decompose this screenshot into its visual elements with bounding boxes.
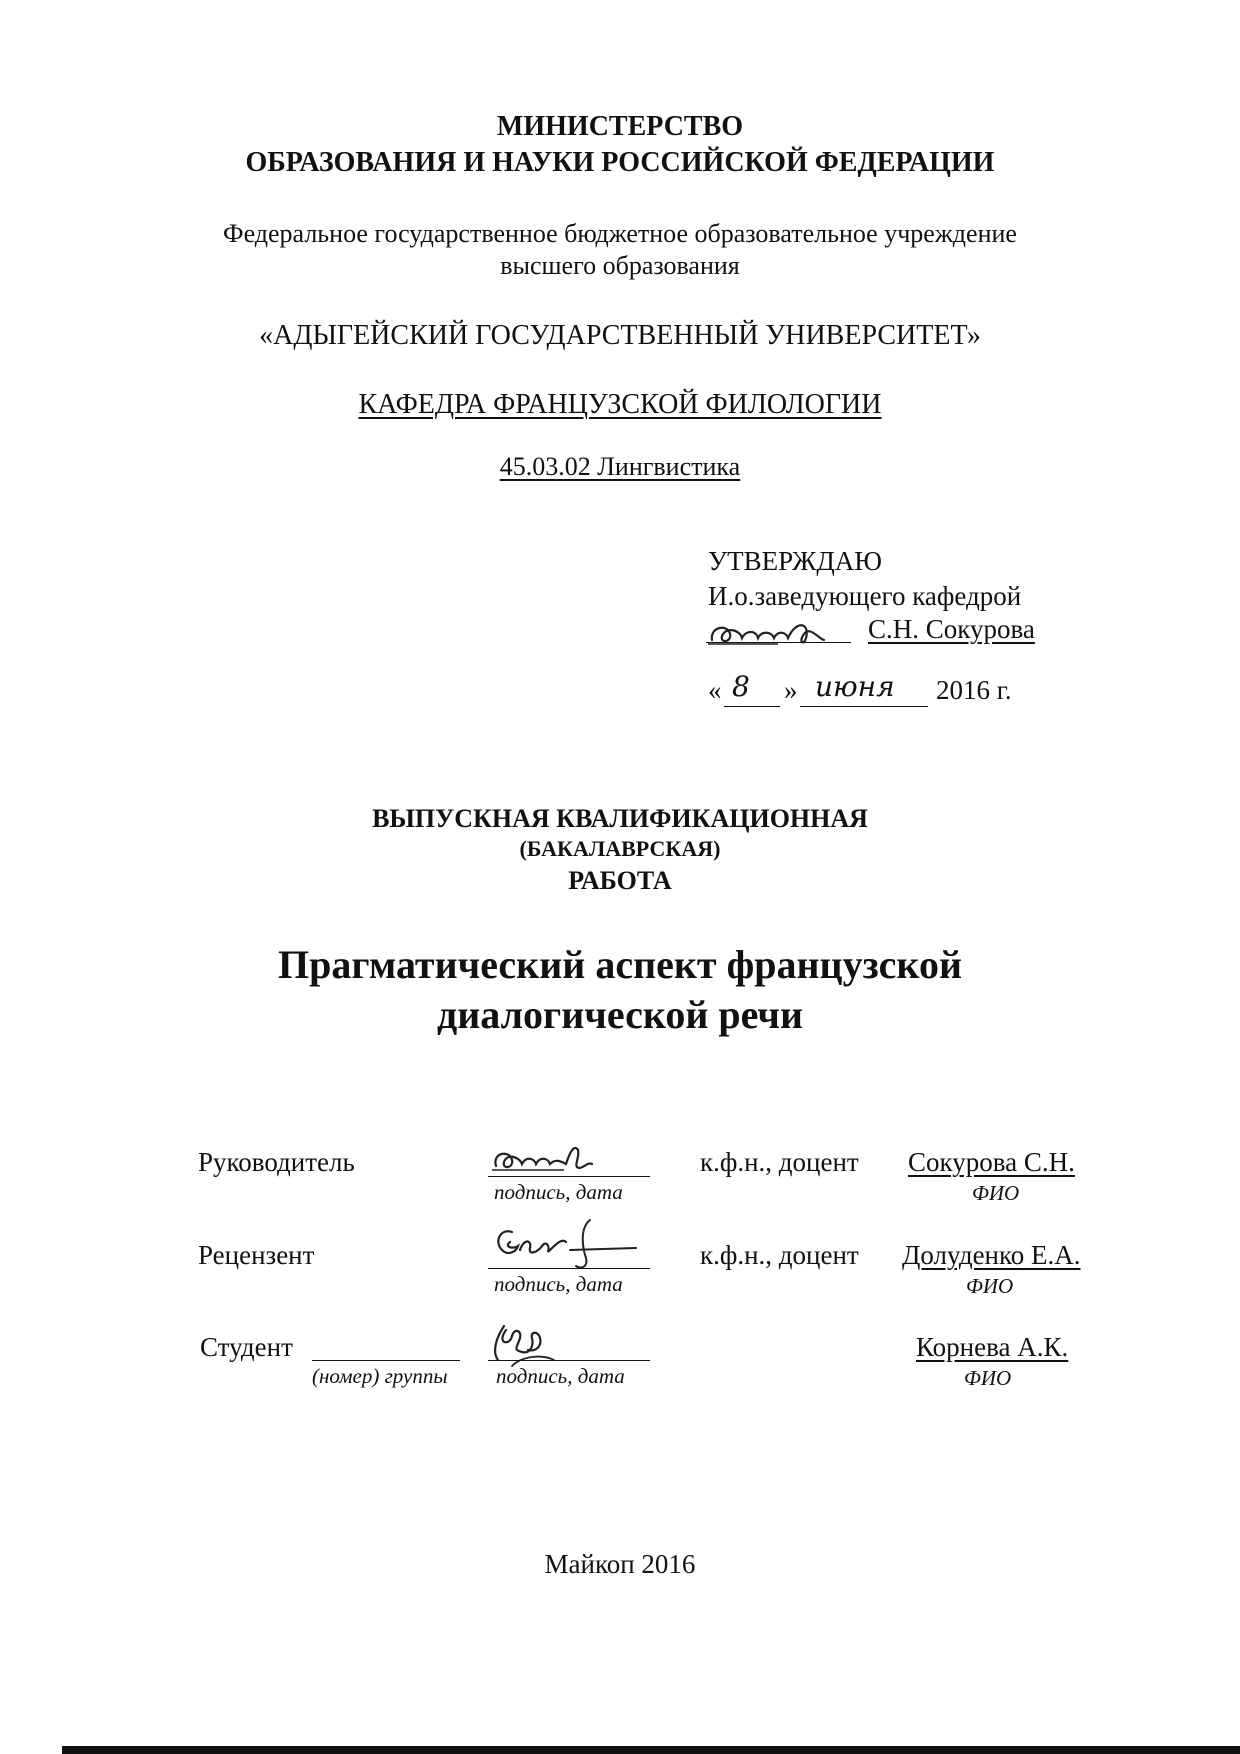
supervisor-role: Руководитель [198, 1147, 355, 1177]
student-sign-caption: подпись, дата [496, 1364, 625, 1388]
supervisor-sign-caption: подпись, дата [494, 1180, 623, 1204]
program-code: 45.03.02 Лингвистика [499, 452, 741, 481]
approver-signature [706, 612, 856, 652]
reviewer-role: Рецензент [198, 1240, 315, 1270]
university-name: «АДЫГЕЙСКИЙ ГОСУДАРСТВЕННЫЙ УНИВЕРСИТЕТ» [259, 320, 981, 351]
reviewer-name-wrapper [902, 1239, 1081, 1271]
supervisor-signature [488, 1140, 618, 1180]
student-name: Корнева А.К. [916, 1332, 1069, 1362]
institution-line-2: высшего образования [500, 251, 740, 280]
work-title-line-1: Прагматический аспект французской [278, 942, 962, 987]
supervisor-name-caption: ФИО [972, 1181, 1020, 1205]
student-group-line [312, 1360, 460, 1361]
student-group-caption: (номер) группы [312, 1364, 448, 1388]
work-title-line-2: диалогической речи [436, 992, 803, 1037]
date-open-quote: « [708, 675, 722, 705]
student-signature-line [488, 1360, 650, 1361]
work-type-line-3: РАБОТА [568, 866, 672, 895]
approve-label: УТВЕРЖДАЮ [708, 546, 883, 576]
student-name-caption: ФИО [964, 1366, 1012, 1390]
approver-position: И.о.заведующего кафедрой [708, 581, 1022, 611]
reviewer-name-caption: ФИО [966, 1274, 1014, 1298]
approver-name-wrapper [868, 613, 1035, 645]
approver-signature-line [706, 642, 851, 643]
work-type-line-1: ВЫПУСКНАЯ КВАЛИФИКАЦИОННАЯ [372, 804, 868, 833]
supervisor-name-wrapper [908, 1146, 1075, 1178]
approver-name: С.Н. Сокурова [868, 614, 1035, 644]
institution-line-1: Федеральное государственное бюджетное образовательное учреждение [223, 219, 1017, 248]
reviewer-signature-line [488, 1268, 650, 1269]
ministry-line-1: МИНИСТЕРСТВО [496, 111, 744, 142]
ministry-line-2: ОБРАЗОВАНИЯ И НАУКИ РОССИЙСКОЙ ФЕДЕРАЦИИ [245, 147, 995, 178]
reviewer-sign-caption: подпись, дата [494, 1272, 623, 1296]
city-year: Майкоп 2016 [544, 1549, 696, 1579]
date-close-quote: » [784, 675, 798, 705]
supervisor-name: Сокурова С.Н. [908, 1147, 1075, 1177]
date-year: 2016 г. [936, 675, 1012, 705]
reviewer-signature [486, 1216, 646, 1272]
student-name-wrapper [916, 1331, 1068, 1363]
supervisor-signature-line [488, 1176, 650, 1177]
supervisor-degree: к.ф.н., доцент [700, 1147, 859, 1177]
student-role: Студент [200, 1332, 293, 1362]
date-month-line [800, 706, 928, 707]
date-month: июня [815, 670, 895, 703]
scan-bottom-edge [62, 1746, 1240, 1754]
reviewer-name: Долуденко Е.А. [902, 1240, 1081, 1270]
date-day: 8 [732, 670, 750, 703]
date-day-line [724, 706, 780, 707]
work-type-line-2: (БАКАЛАВРСКАЯ) [519, 836, 721, 861]
reviewer-degree: к.ф.н., доцент [700, 1240, 859, 1270]
department-name: КАФЕДРА ФРАНЦУЗСКОЙ ФИЛОЛОГИИ [358, 389, 882, 420]
program-wrapper [0, 451, 1240, 483]
department-wrapper [0, 388, 1240, 422]
